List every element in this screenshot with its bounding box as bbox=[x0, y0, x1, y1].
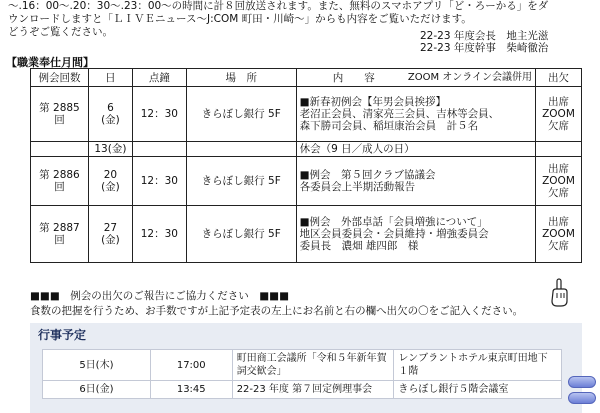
event-content: 町田商工会議所「令和５年新年賀詞交歓会」 bbox=[232, 350, 394, 381]
header-content-label: 内 容 bbox=[332, 71, 375, 84]
day-number: 20 bbox=[103, 169, 118, 181]
meeting-no: 第 2885 bbox=[39, 102, 80, 114]
header-bell: 点鐘 bbox=[132, 69, 186, 87]
table-header-row bbox=[31, 69, 582, 87]
place-cell bbox=[186, 142, 296, 157]
scroll-up-button[interactable] bbox=[568, 376, 596, 388]
place-cell: きらぼし銀行 5F bbox=[186, 87, 296, 142]
content-cell bbox=[296, 157, 535, 206]
duty-section-title: 【職業奉仕月間】 bbox=[6, 56, 94, 69]
weekday: (金) bbox=[101, 234, 120, 246]
bell-cell: 12：30 bbox=[132, 206, 186, 263]
header-meeting-no: 例会回数 bbox=[31, 69, 89, 87]
meeting-no-cell bbox=[31, 206, 89, 263]
meeting-no: 第 2886 bbox=[39, 169, 80, 181]
content-line: ■例会 第５回クラブ協議会 bbox=[299, 169, 436, 181]
day-cell: 13(金) bbox=[88, 142, 132, 157]
header-attendance: 出欠 bbox=[535, 69, 581, 87]
rollcall-notice bbox=[30, 289, 523, 319]
bell-cell: 12：30 bbox=[132, 87, 186, 142]
table-row bbox=[31, 87, 582, 142]
pointing-hand-icon bbox=[548, 278, 570, 308]
meeting-no-suffix: 回 bbox=[54, 181, 65, 193]
meeting-no-cell bbox=[31, 157, 89, 206]
event-venue: レンブラントホテル東京町田地下１階 bbox=[394, 350, 562, 381]
content-line: 各委員会上半期活動報告 bbox=[299, 181, 416, 193]
weekday: (金) bbox=[101, 181, 120, 193]
content-line: ■新春初例会【年男会員挨拶】 bbox=[299, 96, 446, 108]
attend-option[interactable]: 出席 bbox=[547, 163, 569, 175]
content-line: 地区会員委員会・会員維持・増強委員会 bbox=[299, 228, 489, 240]
signature-secretary: 22-23 年度幹事 柴崎徹治 bbox=[420, 42, 549, 54]
content-line: 森下勝司会員、稲垣康治会員 計５名 bbox=[299, 120, 479, 132]
day-cell bbox=[88, 157, 132, 206]
scroll-down-button[interactable] bbox=[568, 392, 596, 404]
weekday: (金) bbox=[101, 114, 120, 126]
attend-option[interactable]: 出席 bbox=[547, 216, 569, 228]
event-time: 17:00 bbox=[150, 350, 232, 381]
attendance-cell[interactable] bbox=[535, 87, 581, 142]
meeting-no-cell bbox=[31, 142, 89, 157]
content-cell: 休会（9 日／成人の日） bbox=[296, 142, 535, 157]
table-row bbox=[31, 157, 582, 206]
content-cell bbox=[296, 206, 535, 263]
meeting-no-suffix: 回 bbox=[54, 114, 65, 126]
header-zoom-note: ZOOM オンライン会議併用 bbox=[407, 71, 532, 83]
events-panel bbox=[30, 323, 582, 413]
meeting-no: 第 2887 bbox=[39, 222, 80, 234]
rollcall-heading: ■■■ 例会の出欠のご報告にご協力ください ■■■ bbox=[30, 290, 290, 302]
absent-option[interactable]: 欠席 bbox=[547, 120, 569, 132]
meeting-no-cell bbox=[31, 87, 89, 142]
attendance-cell bbox=[535, 142, 581, 157]
intro-line: ウンロードしますと「ＬＩＶＥニュース～J:COM 町田・川崎～」からも内容をご覧いただけます。 bbox=[8, 13, 472, 25]
event-date: 6日(金) bbox=[43, 381, 151, 399]
rollcall-instructions: 食数の把握を行うため、お手数ですが上記予定表の左上にお名前と右の欄へ出欠の〇をご記入ください。 bbox=[30, 305, 524, 317]
event-row bbox=[43, 381, 562, 399]
day-cell bbox=[88, 206, 132, 263]
attendance-cell[interactable] bbox=[535, 206, 581, 263]
meeting-schedule-table bbox=[30, 68, 582, 263]
attendance-cell[interactable] bbox=[535, 157, 581, 206]
content-line: 委員長 濃畑 雄四郎 様 bbox=[299, 240, 419, 252]
event-time: 13:45 bbox=[150, 381, 232, 399]
events-table bbox=[42, 349, 562, 399]
intro-line: どうぞご覧ください。 bbox=[8, 26, 113, 38]
event-date: 5日(木) bbox=[43, 350, 151, 381]
events-title: 行事予定 bbox=[38, 328, 87, 342]
zoom-option[interactable]: ZOOM bbox=[542, 108, 575, 120]
table-row bbox=[31, 206, 582, 263]
event-row bbox=[43, 350, 562, 381]
content-line: 老沼正会員、清家亮三会員、吉林等会員、 bbox=[299, 108, 500, 120]
day-number: 27 bbox=[103, 222, 118, 234]
bell-cell bbox=[132, 142, 186, 157]
signature bbox=[420, 30, 548, 54]
zoom-option[interactable]: ZOOM bbox=[542, 175, 575, 187]
header-day: 日 bbox=[88, 69, 132, 87]
event-content: 22-23 年度 第７回定例理事会 bbox=[232, 381, 394, 399]
day-number: 6 bbox=[107, 102, 114, 114]
place-cell: きらぼし銀行 5F bbox=[186, 206, 296, 263]
absent-option[interactable]: 欠席 bbox=[547, 240, 569, 252]
content-line: ■例会 外部卓話「会員増強について」 bbox=[299, 216, 488, 228]
signature-president: 22-23 年度会長 地主光滋 bbox=[420, 30, 549, 42]
event-venue: きらぼし銀行５階会議室 bbox=[394, 381, 562, 399]
intro-line: ～.16：00～.20：30～.23：00～の時間に計８回放送されます。また、無料のスマホアプリ「ど・ろーかる」をダ bbox=[8, 0, 549, 12]
meeting-no-suffix: 回 bbox=[54, 234, 65, 246]
absent-option[interactable]: 欠席 bbox=[547, 187, 569, 199]
table-row bbox=[31, 142, 582, 157]
header-content bbox=[296, 69, 535, 87]
day-cell bbox=[88, 87, 132, 142]
place-cell: きらぼし銀行 5F bbox=[186, 157, 296, 206]
header-place: 場 所 bbox=[186, 69, 296, 87]
attend-option[interactable]: 出席 bbox=[547, 96, 569, 108]
zoom-option[interactable]: ZOOM bbox=[542, 228, 575, 240]
content-cell bbox=[296, 87, 535, 142]
bell-cell: 12：30 bbox=[132, 157, 186, 206]
